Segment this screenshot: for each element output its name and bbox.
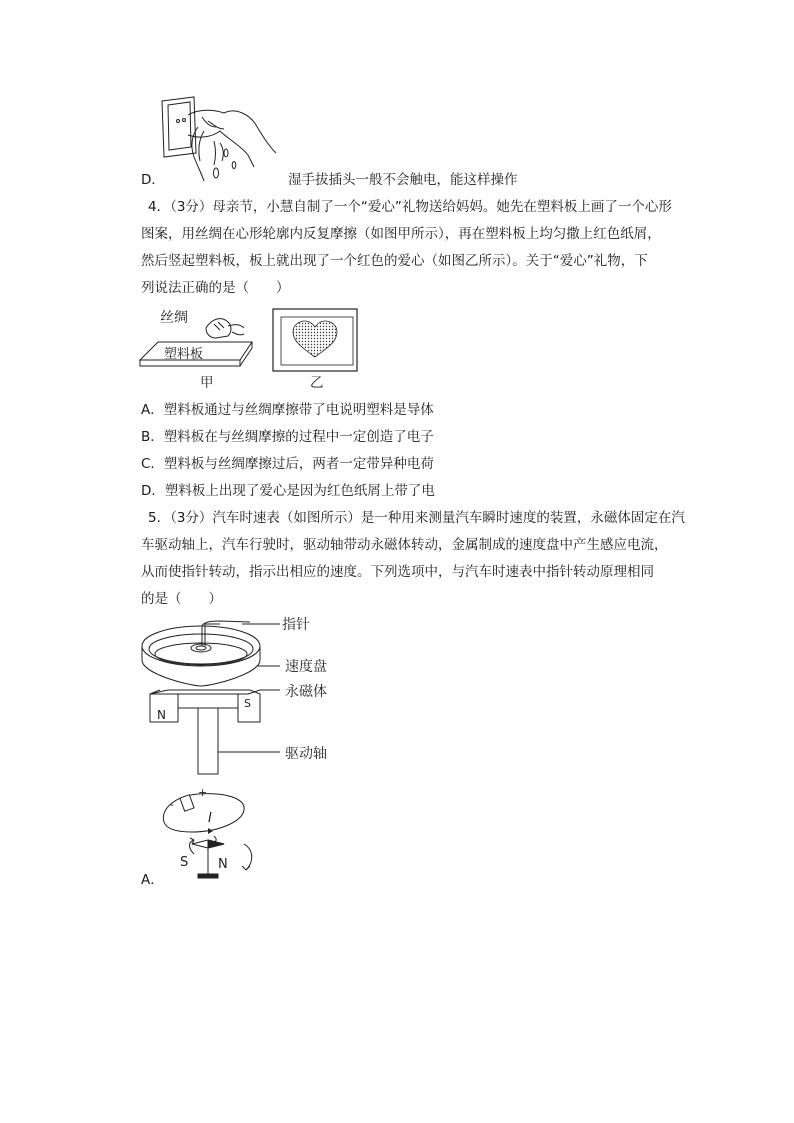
battery-plus: + — [198, 786, 208, 799]
compass-pole-n: N — [218, 857, 228, 872]
figure-jia — [136, 304, 256, 374]
q5-stem-line-1: 5．（3分）汽车时速表（如图所示）是一种用来测量汽车瞬时速度的装置，永磁体固定在汽 — [148, 510, 685, 526]
q5-stem-line-3: 从而使指针转动，指示出相应的速度。下列选项中，与汽车时速表中指针转动原理相同 — [141, 564, 654, 580]
q5-stem-line-4: 的是（ ） — [141, 591, 222, 607]
heart-board-drawing — [271, 307, 359, 373]
figure-yi-caption: 乙 — [310, 375, 324, 391]
silk-board-drawing — [136, 304, 256, 374]
figure-yi — [271, 307, 359, 373]
wet-hand-plug-drawing — [158, 95, 283, 183]
shaft-label: 驱动轴 — [285, 746, 327, 762]
board-label: 塑料板 — [164, 347, 204, 362]
magnet-label: 永磁体 — [285, 684, 327, 700]
speedometer-drawing — [140, 612, 340, 778]
q5-stem-line-2: 车驱动轴上，汽车行驶时，驱动轴带动永磁体转动，金属制成的速度盘中产生感应电流， — [141, 537, 668, 553]
q4-stem-line-3: 然后竖起塑料板，板上就出现了一个红色的爱心（如图乙所示）。关于“爱心”礼物，下 — [141, 253, 648, 269]
dial-label: 速度盘 — [285, 659, 327, 675]
figure-jia-caption: 甲 — [200, 375, 214, 391]
silk-label: 丝绸 — [160, 310, 188, 326]
q4-stem-line-2: 图案，用丝绸在心形轮廓内反复摩擦（如图甲所示），再在塑料板上均匀撒上红色纸屑， — [141, 226, 661, 242]
q4-option-d: D．塑料板上出现了爱心是因为红色纸屑上带了电 — [141, 483, 435, 499]
battery-minus: - — [170, 798, 174, 811]
q4-stem-line-4: 列说法正确的是（ ） — [141, 280, 290, 296]
current-loop-compass-drawing — [158, 786, 258, 886]
q3-option-d-label: D． — [141, 172, 165, 188]
q5-option-a-label: A． — [141, 872, 164, 888]
magnet-pole-n: N — [157, 708, 166, 722]
compass-pole-s: S — [180, 855, 189, 870]
q3-option-d-text: 湿手拔插头一般不会触电，能这样操作 — [288, 172, 518, 188]
current-label: I — [208, 811, 212, 826]
pointer-label: 指针 — [282, 617, 310, 633]
q5-option-a-figure — [158, 786, 258, 886]
q4-option-c: C．塑料板与丝绸摩擦过后，两者一定带异种电荷 — [141, 456, 434, 472]
wet-hand-plug-figure — [158, 95, 283, 183]
magnet-pole-s: S — [244, 697, 251, 710]
speedometer-figure — [140, 612, 340, 778]
q4-option-a: A．塑料板通过与丝绸摩擦带了电说明塑料是导体 — [141, 402, 434, 418]
q4-option-b: B．塑料板在与丝绸摩擦的过程中一定创造了电子 — [141, 429, 434, 445]
q4-stem-line-1: 4．（3分）母亲节，小慧自制了一个“爱心”礼物送给妈妈。她先在塑料板上画了一个心形 — [148, 199, 672, 215]
